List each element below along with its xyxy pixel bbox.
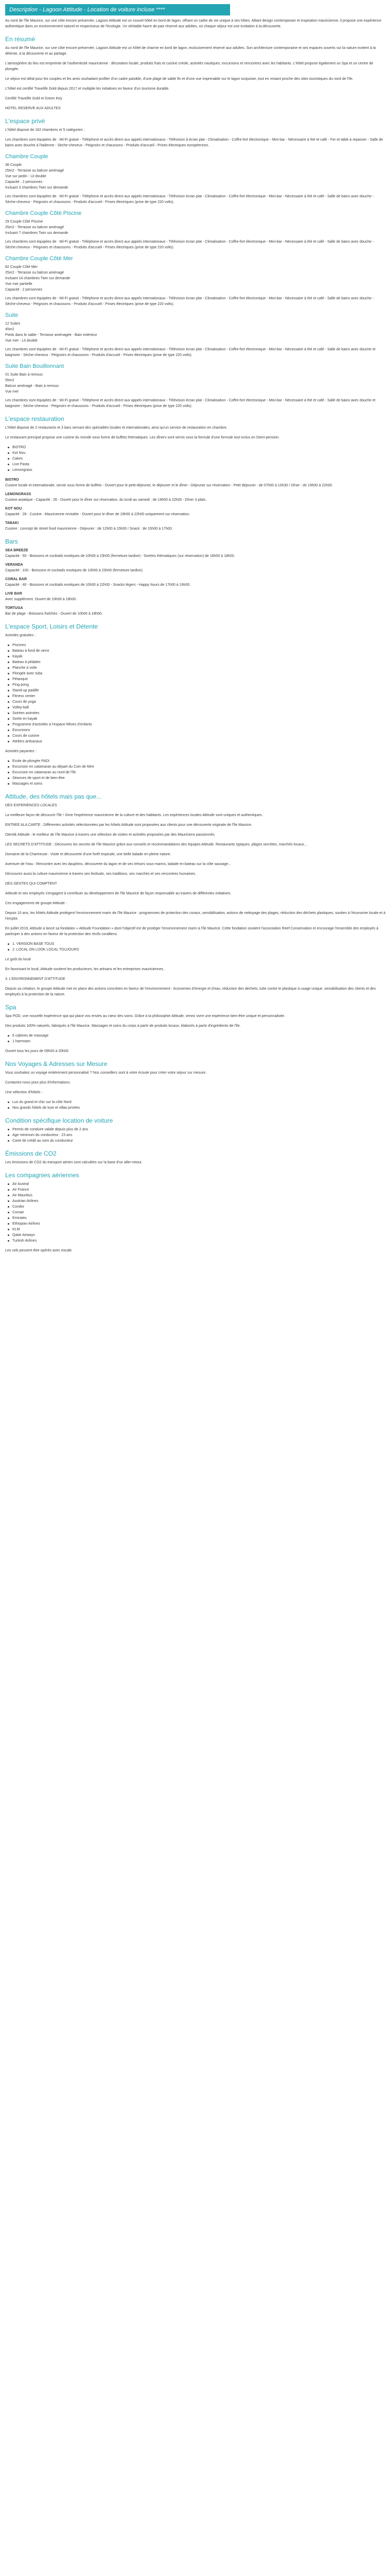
free-activity-item: Kayak [5,654,386,659]
restaurant-entries [5,477,386,532]
restauration-paragraph-1: L'hôtel dispose de 2 restaurants et 3 bars servant des spécialités locales et internationales, ainsi qu'un service de restauration en chambre. [5,426,227,430]
bar-entry [5,577,386,588]
condition-item: Carte de crédit au nom du conducteur [5,1138,386,1144]
attitude-paragraph-2: ENTREE ALA CARTE : Différentes activités sélectionnées par les hôtels Attitude sont proposées aux clients pour une découverte originale de l'île Maurice. [5,823,252,827]
page [0,0,391,1253]
attitude-paragraph-8: Attitude et ses employés s'engagent à contribuer au développement de l'île Maurice de façon responsable au travers de différentes initiatives. [5,892,232,895]
room-title: Suite Bain Bouillonnant [5,363,64,369]
airline-item: Ethiopian Airlines [5,1221,386,1227]
attitude-paragraph-6: Aventure de l'eau : Rencontre avec les dauphins, découverte du lagon et de ses trésors sous-marins, balade en bateau sur la côte sauvage... [5,862,231,866]
airline-item: Qatar Airways [5,1232,386,1238]
spa-paragraph-2: Des produits 100% naturels, fabriqués à l'île Maurice. Massages et soins du corps à partir de produits locaux, élaborés à partir d'ingrédients de l'île. [5,1024,241,1028]
bar-entry-name: TORTUGA [5,606,23,610]
attitude-subtitle-3: 3. L'ENVIRONNEMENT D'ATTITUDE [5,977,66,981]
spa-facility-item: 1 hammam [5,1039,386,1044]
engagement-item: 1. VERSION BASE TOUS [5,941,386,947]
room-meta-line: Incluant 7 chambres Twin sur demande [5,231,69,235]
spa-paragraph-1: Spa POD, une nouvelle expérience spa qui place vos envies au cœur des soins. Grâce à la philosophie Attitude, venez vivre une expérience bien-être unique et personnalisée. [5,1014,285,1018]
resume-paragraph-2: L'atmosphère du lieu est empreinte de l'authenticité mauricienne : décoration locale, produits frais et cuisine créole, activités nautiques, excursions et rencontres avec les habitants. L'hôtel propose également un Spa et un centre de plongée. [5,62,373,71]
room-meta-line: 25m2 - Terrasse ou balcon aménagé [5,271,64,275]
condition-item: Age minimum du conducteur : 23 ans [5,1132,386,1138]
free-activity-item: Bateau à fond de verre [5,648,386,654]
airline-item: Air France [5,1187,386,1193]
room-meta-line: Vue mer [5,390,19,394]
adults-only-line: HOTEL RESERVE AUX ADULTES [5,107,61,110]
free-activity-item: Ping-pong [5,682,386,688]
free-activity-item: Stand-up paddle [5,688,386,693]
condition-item: Permis de conduire valide depuis plus de 2 ans [5,1127,386,1132]
voyages-label: Une sélection d'hôtels : [5,1091,43,1094]
room-meta-line: Incluant 3 chambres Twin sur demande [5,186,69,190]
room-meta-line: 38 Couple [5,163,22,167]
room-meta-line: Capacité : 2 personnes [5,288,42,292]
free-activity-item: Soirées animées [5,710,386,716]
room-title: Chambre Couple Côté Mer [5,256,73,262]
restaurant-item: Cakes [5,456,386,462]
voyages-paragraph-2: Contactez-nous pour plus d'informations. [5,1081,71,1084]
restaurant-entry-text: Cuisine asiatique - Capacité : 26 - Ouvert pour le dîner sur réservation, du lundi au samedi : de 19h00 à 22h00 - Dîner 3 plats. [5,498,207,502]
free-activity-item: Cours de yoga [5,699,386,705]
section-title-restauration: L'espace restauration [5,415,64,422]
attitude-paragraph-4: LES SECRETS D'ATTITUDE : Découvrez les secrets de l'île Maurice grâce aux conseils et recommandations des équipes Attitude. Restaurants typiques, plages secrètes, marchés locaux... [5,843,307,846]
bar-entry [5,548,386,559]
airline-item: Corsair [5,1210,386,1215]
room-description: Les chambres sont équipées de : Wi-Fi gratuit - Téléphone et accès direct aux appels internationaux - Télévision écran plat - Climatisation - Coffre-fort électronique - Mini-bar - Nécessaire à thé et café - Salle de bains avec douche - Sèche-cheveux - Peignoirs et chaussons - Produits d'accueil - Prises électriques (prise de type 220 volts). [5,195,374,204]
voyages-item: Nos grands hôtels de luxe et villas privées [5,1105,386,1111]
room-description: Les chambres sont équipées de : Wi-Fi gratuit - Téléphone et accès direct aux appels internationaux - Télévision écran plat - Climatisation - Coffre-fort électronique - Mini-bar - Nécessaire à thé et café - Salle de bains avec douche et baignoire - Sèche-cheveux - Peignoirs et chaussons - Produits d'accueil - Prises électriques (prise de type 220 volts). [5,399,376,408]
paid-activities-list [5,758,386,787]
airline-item: Air Mauritius [5,1193,386,1198]
restaurant-list [5,445,386,473]
free-activity-item: Pétanque [5,676,386,682]
airline-item: Emirates [5,1215,386,1221]
restaurant-entry-name: KOT NOU [5,507,22,511]
airline-list [5,1181,386,1244]
room-meta-line: Vue mer partielle [5,282,32,286]
free-activities-list [5,642,386,744]
hotel-title-banner: Description - Lagoon Attitude - Location de voiture incluse **** [5,4,230,15]
spa-facility-item: 6 cabines de massage [5,1033,386,1039]
attitude-paragraph-9: Ces engagements de groupe Attitude : [5,902,67,905]
bar-entry-name: LIVE BAR [5,592,22,596]
restauration-paragraph-2: Le restaurant principal propose une cuisine du monde sous forme de buffets thématiques. Les dîners sont servis sous la formule d'une formule tout inclus en Demi-pension. [5,436,280,439]
room-meta-line: 82 Couple Côté Mer [5,265,38,269]
attitude-paragraph-12: Le goût du local [5,958,31,961]
voyages-list [5,1099,386,1111]
spa-facility-list [5,1033,386,1044]
room-title: Suite [5,312,19,318]
attitude-paragraph-13: En favorisant le local, Attitude soutient les producteurs, les artisans et les entreprises mauriciennes. [5,968,165,971]
room-meta-line: 12 Suites [5,322,21,326]
resume-paragraph-1: Au nord de l'île Maurice, sur une côte encore préservée, Lagoon Attitude est un hôtel de charme en bord de lagon, exclusivement réservé aux adultes. Son architecture contemporaine et ses espaces ouverts sur la nature invitent à la détente, à la découverte et au partage. [5,46,376,56]
room-meta-line: Incluant 14 chambres Twin sur demande [5,277,70,280]
section-title-bars: Bars [5,538,18,545]
airline-item: Air Austral [5,1181,386,1187]
section-title-spa: Spa [5,1004,17,1011]
attitude-paragraph-7: Découvrez aussi la culture mauricienne à travers ses festivals, ses traditions, ses marchés et ses rencontres humaines. [5,872,196,876]
room-meta-line: Pieds dans le sable - Terrasse aménagée - Bain extérieur [5,333,97,337]
bar-entries [5,548,386,617]
free-activity-item: Volley-ball [5,705,386,710]
restaurant-entry-text: Cuisine locale et internationale, servie sous forme de buffets - Ouvert pour le petit-déjeuner, le déjeuner et le dîner - Déjeuner sur réservation - Petit déjeuner : de 07h00 à 10h30 / Dîner : de 19h00 à 22h00. [5,484,333,487]
section-title-espace-prive: L'espace privé [5,117,45,125]
restaurant-entry [5,520,386,532]
paid-activity-item: Excursion en catamaran au départ du Coin de Mire [5,764,386,770]
restaurant-entry-text: Cuisine : concept de street food mauricienne - Déjeuner : de 12h00 à 15h00 / Snack : de 15h00 à 17h00. [5,527,173,531]
attitude-paragraph-5: Domaine de la Chartreuse : Visite et découverte d'une forêt tropicale, une belle balade en pleine nature. [5,853,171,856]
room-meta-line: Capacité : 2 personnes [5,180,42,184]
section-title-voyages: Nos Voyages & Adresses sur Mesure [5,1060,108,1067]
free-activity-item: Ateliers artisanaux [5,739,386,744]
room-meta-line: Vue mer - Lit double [5,339,38,343]
section-title-en-resume: En résumé [5,36,36,43]
bar-entry [5,591,386,602]
bar-entry-text: Capacité : 40 - Boissons et cocktails exotiques de 10h00 à 22h00 - Snacks légers - Happy hours de 17h00 à 19h00. [5,583,191,587]
section-title-emissions: Émissions de CO2 [5,1150,57,1157]
attitude-paragraph-1: La meilleure façon de découvrir l'île ! Vivre l'expérience mauricienne de la culture et des habitants. Les expériences locales Attitude sont uniques et authentiques. [5,814,263,817]
bar-entry-text: Capacité : 50 - Boissons et cocktails exotiques de 10h00 à 23h00 (fermeture tardive) - Soirées thématiques (sur réservation) de 16h00 à 18h00. [5,554,235,558]
room-description: Les chambres sont équipées de : Wi-Fi gratuit - Téléphone et accès direct aux appels internationaux - Télévision écran plat - Climatisation - Coffre-fort électronique - Mini-bar - Nécessaire à thé et café - Salle de bains avec douche - Sèche-cheveux - Peignoirs et chaussons - Produits d'accueil - Prises électriques (prise de type 220 volts). [5,240,374,249]
free-activity-item: Sortie en kayak [5,716,386,722]
restaurant-entry-name: BISTRO [5,478,19,482]
voyages-paragraph-1: Vous souhaitez un voyage entièrement personnalisé ? Nos conseillers sont à votre écoute pour créer votre séjour sur mesure. [5,1071,207,1075]
room-title: Chambre Couple Côté Piscine [5,210,82,216]
room-list [5,154,386,409]
paid-activity-item: Séances de sport et de bien-être [5,775,386,781]
free-activity-item: Cours de cuisine [5,733,386,739]
free-activity-item: Planche à voile [5,665,386,671]
attitude-subtitle-1: DES EXPERIENCES LOCALES [5,804,57,807]
section-title-condition: Condition spécifique location de voiture [5,1117,113,1124]
resume-paragraph-3: Le séjour est idéal pour les couples et les amis souhaitant profiter d'un cadre paisible, d'une plage de sable fin et d'une vue imprenable sur le lagon turquoise, tout en restant proche des sites touristiques du nord de l'île. [5,77,354,81]
paid-activities-label: Activités payantes : [5,750,37,753]
espace-prive-paragraph-1: L'hôtel dispose de 162 chambres et 5 catégories : [5,128,85,132]
free-activity-item: Fitness center [5,693,386,699]
bar-entry-text: Avec supplément. Ouvert de 10h00 à 18h00. [5,598,77,601]
restaurant-entry [5,492,386,503]
free-activity-item: Piscines [5,642,386,648]
attitude-paragraph-14: Depuis sa création, le groupe Attitude met en place des actions concrètes en faveur de l'environnement : économies d'énergie et d'eau, réduction des déchets, lutte contre le plastique à usage unique, sensibilisation des clients et des employés à la protection de la nature. [5,987,376,996]
room-meta-line: 45m2 [5,328,14,331]
engagement-item: 2. LOCAL ON LOOK LOCAL TOUJOURS [5,947,386,953]
bar-entry-name: CORAL BAR [5,578,27,581]
restaurant-item: Live Pasta [5,462,386,467]
room-meta-line: 55m2 [5,379,14,382]
room-description: Les chambres sont équipées de : Wi-Fi gratuit - Téléphone et accès direct aux appels internationaux - Télévision écran plat - Climatisation - Coffre-fort électronique - Mini-bar - Nécessaire à thé et café - Salle de bains avec douche et baignoire - Sèche-cheveux - Peignoirs et chaussons - Produits d'accueil - Prises électriques (prise de type 220 volts). [5,348,376,357]
attitude-paragraph-10: Depuis 10 ans, les hôtels Attitude protègent l'environnement marin de l'île Maurice : programmes de protection des coraux, sensibilisation, actions de nettoyage des plages, réduction des déchets plastiques, soutien à l'économie locale et à l'emploi. [5,911,386,921]
room-meta-line: 25m2 - Terrasse ou balcon aménagé [5,169,64,173]
spa-opening-hours: Ouvert tous les jours de 09h00 à 20h00 [5,1049,69,1053]
restaurant-entry [5,477,386,488]
condition-list [5,1127,386,1144]
room-meta-line: 01 Suite Bain à remous [5,373,43,377]
bar-entry-name: SEA BREEZE [5,549,28,552]
attitude-paragraph-11: En juillet 2019, Attitude a lancé sa fondation « Attitude Foundation » dont l'objectif est de protéger l'environnement marin à l'île Maurice. Cette fondation soutient l'association Reef Conservation et encourage l'ensemble des employés à participer à des actions en faveur de la protection des récifs coralliens. [5,927,379,936]
section-title-companies: Les compagnies aériennes [5,1172,79,1179]
free-activity-item: Bateau à pédales [5,659,386,665]
airline-item: Condor [5,1204,386,1210]
espace-prive-paragraph-2: Les chambres sont équipées de : Wi-Fi gratuit - Téléphone et accès direct aux appels internationaux - Télévision à écran plat - Climatisation - Coffre-fort électronique - Mini-bar - Nécessaire à thé et café - Fer et table à repasser - Salle de bains avec douche à l'italienne - Sèche-cheveux - Peignoirs et chaussons - Produits d'accueil - Prises électriques européennes. [5,138,383,147]
attitude-engagement-list [5,941,386,953]
paid-activity-item: Ecole de plongée PADI [5,758,386,764]
attitude-paragraph-3: Otentik Attitude : le meilleur de l'île Maurice à travers une sélection de visites et activités proposées par des Mauriciens passionnés. [5,833,216,837]
airline-item: Turkish Airlines [5,1238,386,1244]
restaurant-entry [5,506,386,517]
bar-entry-text: Capacité : 100 - Boissons et cocktails exotiques de 10h00 à 23h00 (fermeture tardive). [5,569,144,572]
free-activity-item: Plongée avec tuba [5,671,386,676]
airline-item: KLM [5,1227,386,1232]
restaurant-entry-name: TABAKI [5,521,19,525]
paid-activity-item: Massages et soins [5,781,386,787]
resume-paragraph-4: L'hôtel est certifié Travelife Gold depuis 2017 et multiplie les initiatives en faveur d'un tourisme durable. [5,87,170,91]
room-description: Les chambres sont équipées de : Wi-Fi gratuit - Téléphone et accès direct aux appels internationaux - Télévision écran plat - Climatisation - Coffre-fort électronique - Mini-bar - Nécessaire à thé et café - Salle de bains avec douche - Sèche-cheveux - Peignoirs et chaussons - Produits d'accueil - Prises électriques (prise de type 220 volts). [5,297,374,306]
restaurant-item: BISTRO [5,445,386,450]
section-title-attitude: Attitude, des hôtels mais pas que... [5,793,102,800]
section-title-sport-loisirs: L'espace Sport, Loisirs et Détente [5,623,98,630]
bar-entry-text: Bar de plage - Boissons fraîches - Ouvert de 10h00 à 18h00. [5,612,103,616]
bar-entry-name: VERANDA [5,563,23,567]
emissions-paragraph: Les émissions de CO2 du transport aérien sont calculées sur la base d'un aller-retour. [5,1161,142,1164]
paid-activity-item: Excursion en catamaran au nord de l'île [5,770,386,775]
restaurant-item: Lemongrass [5,467,386,473]
room-meta-line: 25m2 - Terrasse ou balcon aménagé [5,226,64,229]
restaurant-item: Kot Nou [5,450,386,456]
intro-text: Au nord de l'île Maurice, sur une côte encore préservée, Lagoon Attitude est un nouvel hôtel en bord de lagon, offrant un cadre de vie unique à ses hôtes. Alliant design contemporain et inspiration mauricienne, il propose une expérience authentique dans un environnement naturel et respectueux de l'écologie. Un véritable havre de paix réservé aux adultes, où chaque séjour est une invitation à la découverte. [5,19,382,28]
resume-paragraph-5: Certifié Travelife Gold et Green Key [5,97,62,100]
attitude-subtitle-2: DES GESTES QUI COMPTENT [5,882,57,886]
room-title: Chambre Couple [5,154,48,160]
restaurant-entry-text: Capacité : 28 - Cuisine : Mauricienne revisitée - Ouvert pour le dîner de 19h00 à 22h00 uniquement sur réservation. [5,513,190,516]
restaurant-entry-name: LEMONGRASS [5,493,31,496]
free-activity-item: Excursions [5,727,386,733]
room-meta-line: Balcon aménagé - Bain à remous [5,384,59,388]
bar-entry [5,605,386,617]
airline-item: Austrian Airlines [5,1198,386,1204]
free-activity-item: Programme d'activités à l'espace Rêves d'enfants [5,722,386,727]
voyages-item: Lux du grand et chic sur la côte Nord [5,1099,386,1105]
free-activities-label: Activités gratuites : [5,634,36,637]
bar-entry [5,562,386,573]
room-meta-line: 29 Couple Côté Piscine [5,220,43,224]
companies-note: Les vols peuvent être opérés avec escale. [5,1249,73,1252]
room-meta-line: Vue sur jardin - Lit double [5,175,46,178]
